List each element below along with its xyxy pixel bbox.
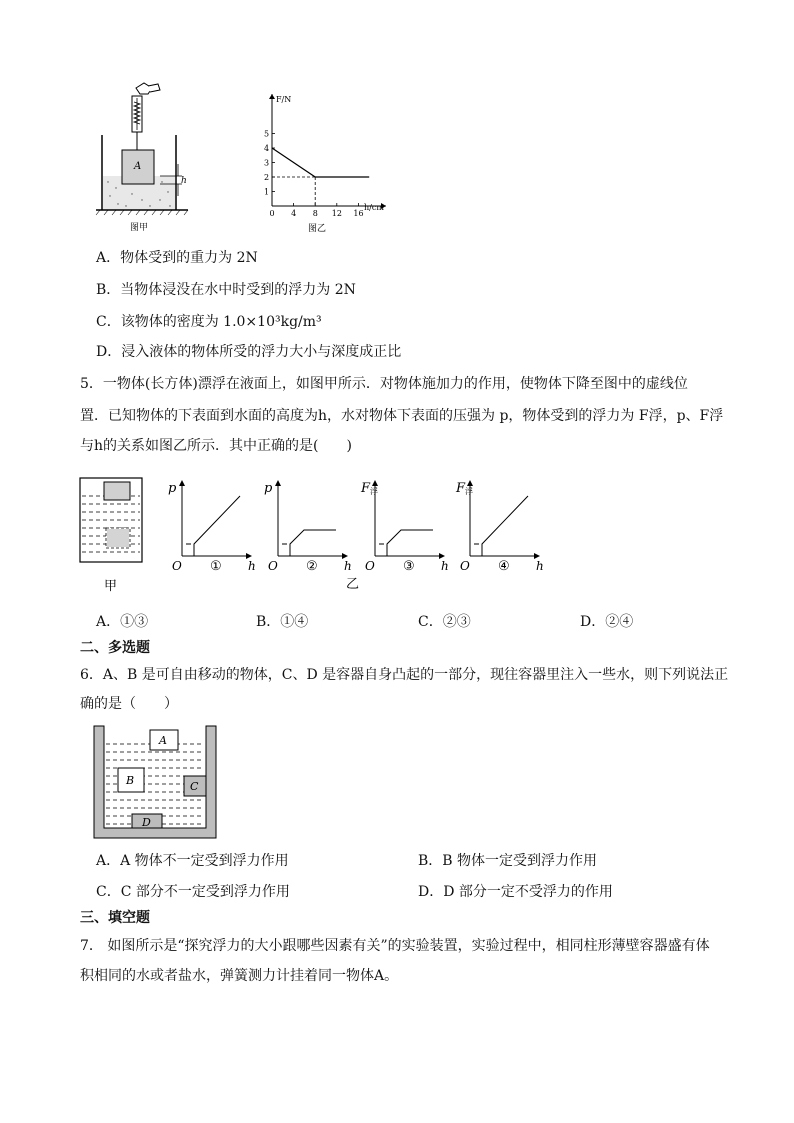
q6-stem-line2: 确的是（ ） <box>80 696 178 712</box>
y-tick-label: 4 <box>264 144 270 153</box>
graph-ylabel: p <box>264 481 273 496</box>
graph-number: ④ <box>498 559 510 574</box>
q5-stem-line1: 5．一物体(长方体)漂浮在液面上，如图甲所示．对物体施加力的作用，使物体下降至图中的虚线位 <box>80 376 688 392</box>
graph-ylabel: F浮 <box>456 481 474 496</box>
graph-curve <box>290 530 336 556</box>
x-tick-label: 16 <box>353 209 364 218</box>
y-axis-label: F/N <box>276 95 292 104</box>
fig-yi-label: 图乙 <box>308 224 327 233</box>
series-line <box>272 148 369 177</box>
q7-stem-line1: 7． 如图所示是“探究浮力的大小跟哪些因素有关”的实验装置，实验过程中，相同柱形薄壁容器盛有体 <box>80 938 710 954</box>
q6-option-c[interactable]: C．C 部分不一定受到浮力作用 <box>96 884 290 900</box>
y-axis-arrow <box>372 480 378 486</box>
q6-label-d: D <box>142 816 151 829</box>
q5-graph-3 <box>360 480 449 574</box>
q4-option-c[interactable]: C．该物体的密度为 1.0×10³kg/m³ <box>96 314 322 330</box>
q5-graph-1 <box>168 480 256 574</box>
q6-figure <box>92 722 220 842</box>
q6-label-a: A <box>159 734 167 747</box>
q4-option-a[interactable]: A．物体受到的重力为 2N <box>96 250 258 266</box>
section-fill-blank-title: 三、填空题 <box>80 910 150 926</box>
q5-fig-jia-label: 甲 <box>104 579 118 594</box>
q4-figure-jia <box>92 80 192 235</box>
q5-option-a[interactable]: A．①③ <box>96 614 149 630</box>
q4-option-b[interactable]: B．当物体浸没在水中时受到的浮力为 2N <box>96 282 356 298</box>
q5-fig-yi-label: 乙 <box>346 577 360 592</box>
q5-option-b[interactable]: B．①④ <box>256 614 309 630</box>
q6-label-c: C <box>190 780 199 793</box>
q5-stem-line2: 置．已知物体的下表面到水面的高度为h，水对物体下表面的压强为 p，物体受到的浮力为 F浮，p、F浮 <box>80 408 724 424</box>
x-tick-label: 0 <box>269 209 275 218</box>
y-axis-arrow <box>467 480 473 486</box>
x-tick-label: 12 <box>331 209 342 218</box>
graph-xlabel: h <box>536 559 544 573</box>
graph-origin: O <box>172 559 182 573</box>
graph-number: ① <box>210 559 222 574</box>
graph-curve <box>194 496 240 556</box>
q6-stem-line1: 6．A、B 是可自由移动的物体，C、D 是容器自身凸起的一部分，现往容器里注入一些水，则下列说法正 <box>80 667 729 683</box>
graph-curve <box>387 530 433 556</box>
x-tick-label: 4 <box>291 209 297 218</box>
q4-figure-yi <box>258 88 398 233</box>
q5-option-c[interactable]: C．②③ <box>418 614 471 630</box>
y-tick-label: 1 <box>264 187 270 197</box>
graph-number: ② <box>306 559 318 574</box>
q4-depth-label: h <box>181 176 187 186</box>
q4-block-label: A <box>134 161 142 172</box>
q5-figure-yi <box>168 476 553 596</box>
graph-xlabel: h <box>248 559 256 573</box>
q7-stem-line2: 积相同的水或者盐水，弹簧测力计挂着同一物体A。 <box>80 968 399 984</box>
graph-xlabel: h <box>441 559 449 573</box>
y-axis-arrow <box>269 94 275 99</box>
x-tick-label: 8 <box>312 209 318 218</box>
y-tick-label: 3 <box>264 158 270 168</box>
q4-fig-jia-label: 图甲 <box>130 223 149 233</box>
graph-xlabel: h <box>344 559 352 573</box>
y-tick-label: 5 <box>264 129 270 139</box>
q6-label-b: B <box>126 774 135 787</box>
x-axis-label: h/cm <box>364 203 384 212</box>
q5-option-d[interactable]: D．②④ <box>580 614 634 630</box>
graph-origin: O <box>365 559 375 573</box>
y-axis-arrow <box>179 480 185 486</box>
q5-graph-2 <box>264 480 352 574</box>
graph-ylabel: F浮 <box>361 481 379 496</box>
graph-number: ③ <box>403 559 415 574</box>
q6-option-d[interactable]: D．D 部分一定不受浮力的作用 <box>418 884 613 900</box>
q5-stem-line3: 与h的关系如图乙所示．其中正确的是( ) <box>80 438 352 454</box>
q6-option-b[interactable]: B．B 物体一定受到浮力作用 <box>418 853 598 869</box>
q5-figure-jia <box>78 476 144 598</box>
section-multiple-choice-title: 二、多选题 <box>80 640 150 656</box>
graph-ylabel: p <box>168 481 177 496</box>
q4-option-d[interactable]: D．浸入液体的物体所受的浮力大小与深度成正比 <box>96 344 402 360</box>
graph-origin: O <box>268 559 278 573</box>
q5-graph-4 <box>455 480 544 574</box>
y-tick-label: 2 <box>264 173 270 182</box>
q6-option-a[interactable]: A．A 物体不一定受到浮力作用 <box>96 853 289 869</box>
y-axis-arrow <box>275 480 281 486</box>
graph-curve <box>482 496 528 556</box>
graph-origin: O <box>460 559 470 573</box>
